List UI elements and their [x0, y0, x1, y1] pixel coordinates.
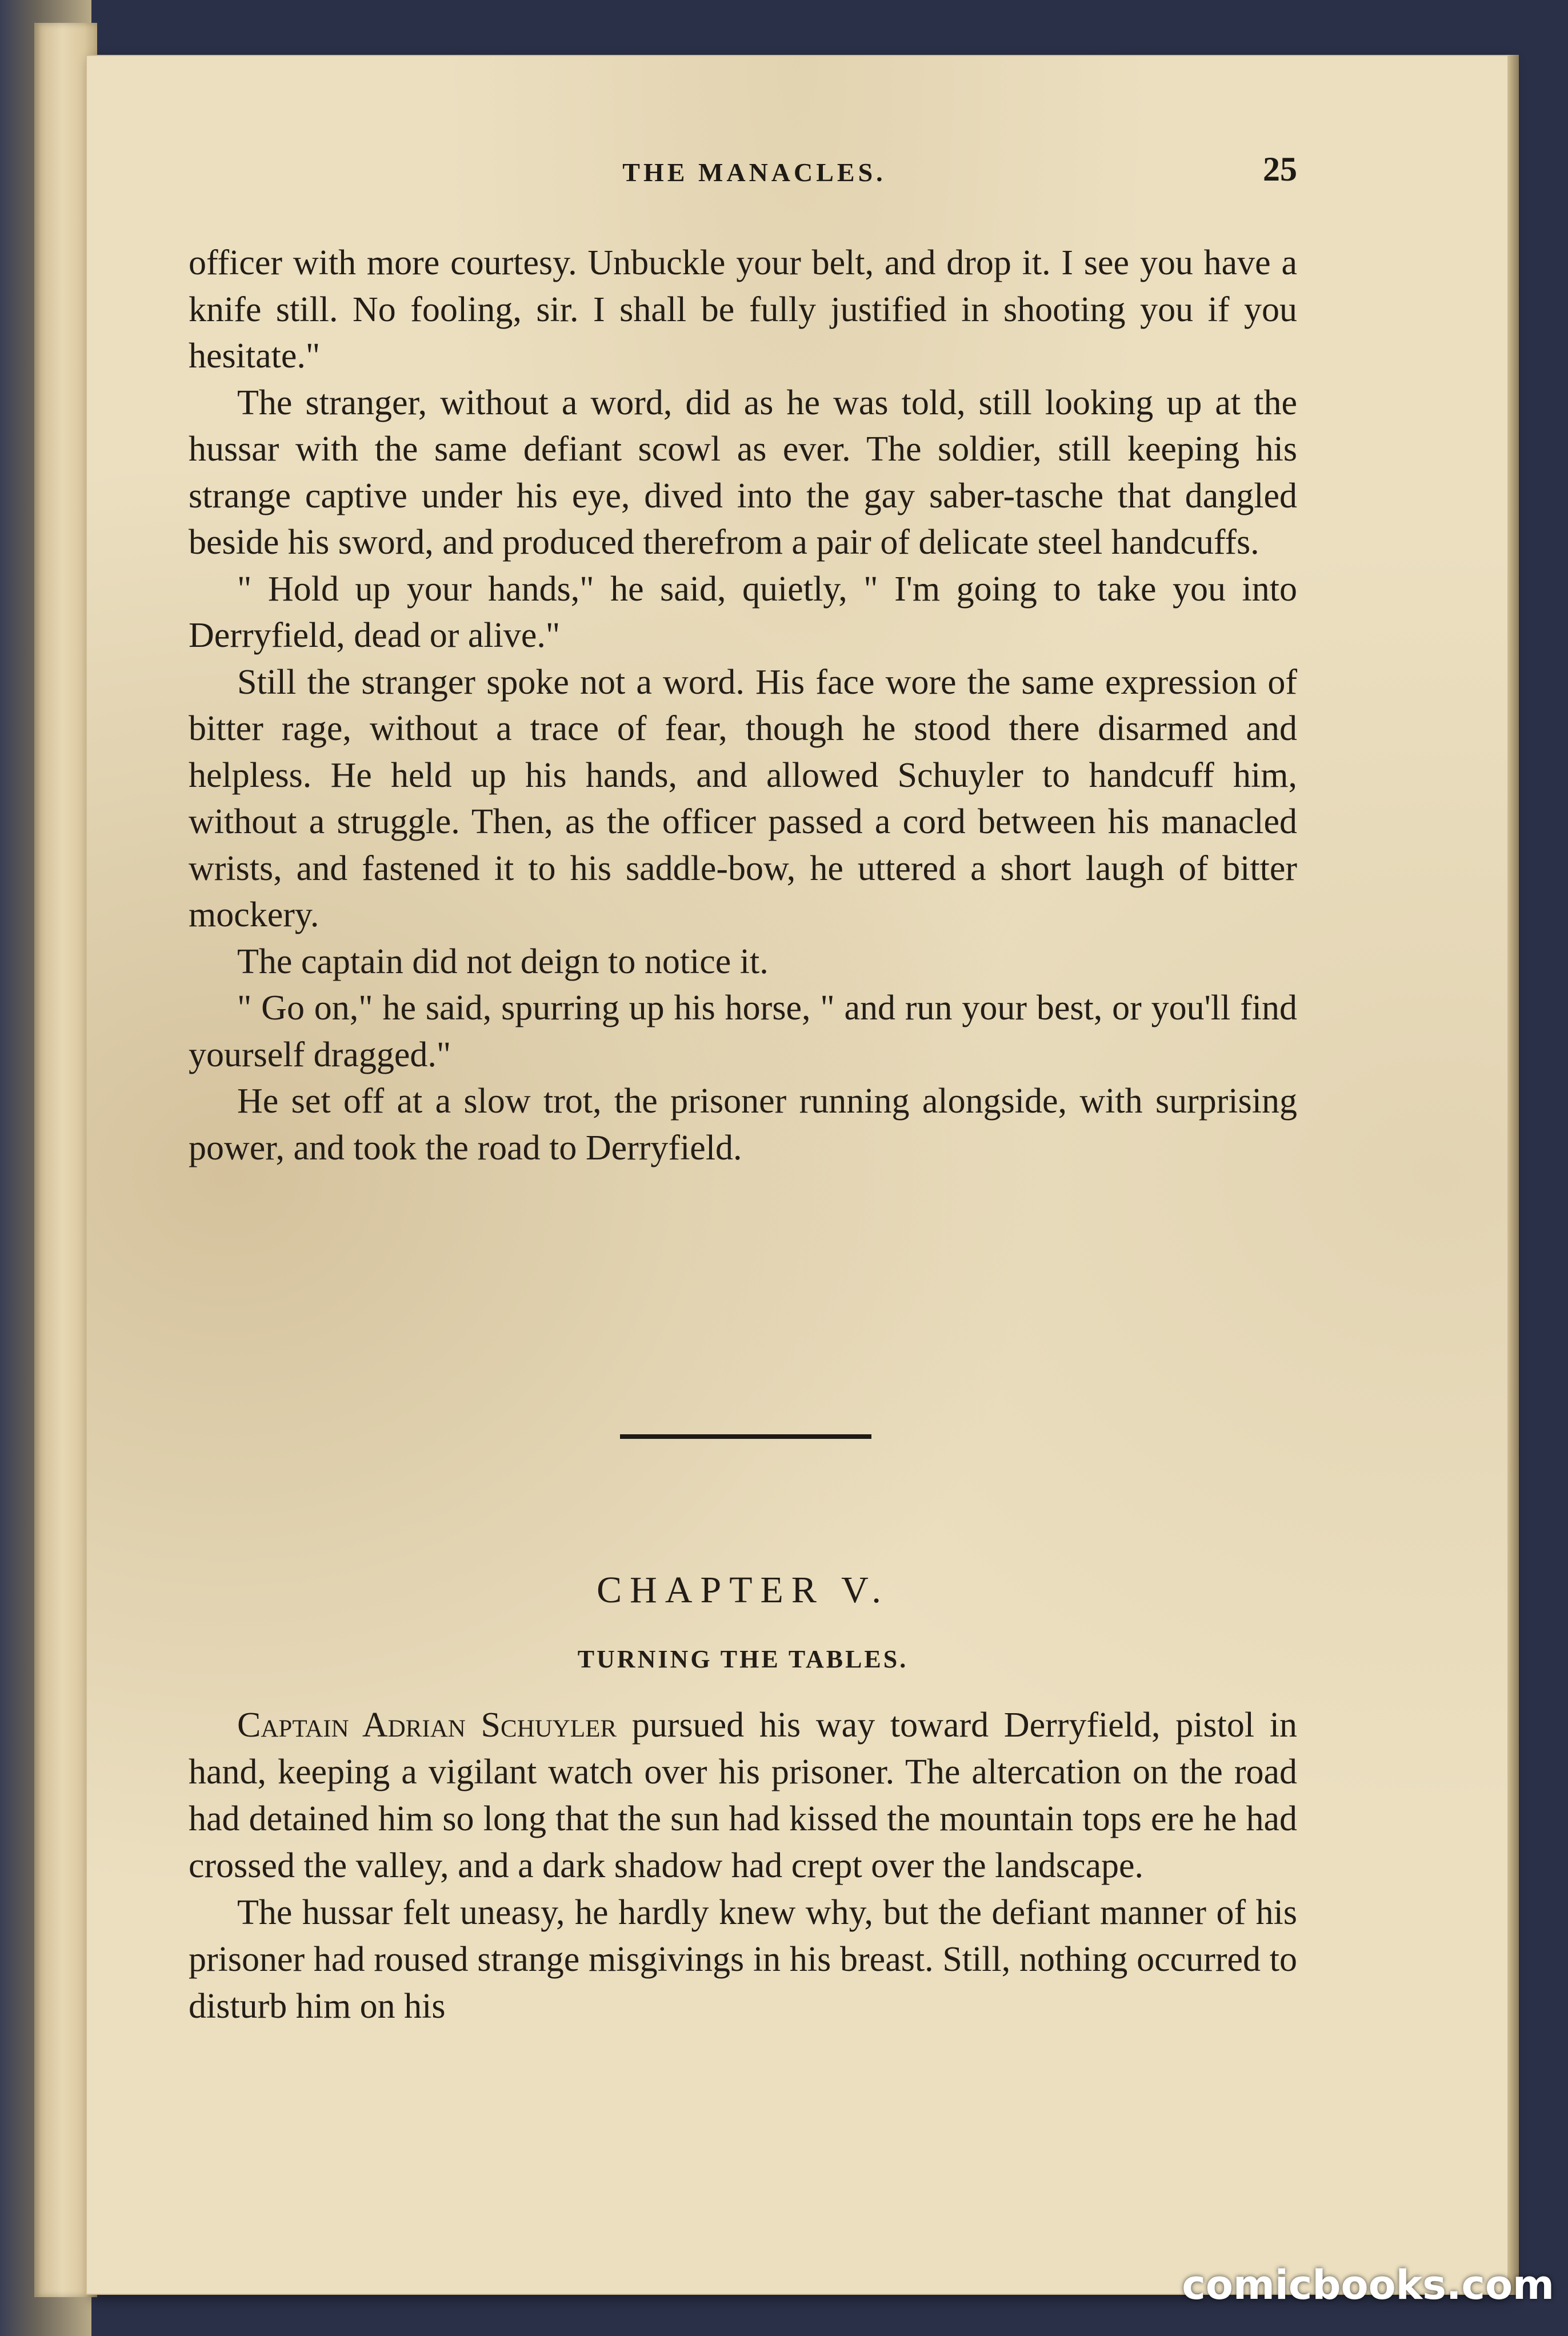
chapter-text	[189, 1702, 1297, 2030]
section-divider	[620, 1434, 871, 1439]
paragraph: He set off at a slow trot, the prisoner running alongside, with surprising power, and took the road to Derryfield.	[189, 1082, 1297, 1167]
running-head: THE MANACLES.	[622, 158, 886, 187]
paragraph: The captain did not deign to notice it.	[237, 942, 769, 981]
paragraph: The stranger, without a word, did as he was told, still looking up at the hussar with the same defiant scowl as ever. The soldier, still keeping his strange captive under his eye, dived into the gay saber-tasche that dangled beside his sword, and produced therefrom a pair of delicate steel handcuffs.	[189, 383, 1297, 562]
paragraph: Still the stranger spoke not a word. His face wore the same expression of bitter rage, without a trace of fear, though he stood there disarmed and helpless. He held up his hands, and allowed Schuyler to handcuff him, without a struggle. Then, as the officer passed a cord between his manacled wrists, and fastened it to his saddle-bow, he uttered a short laugh of bitter mockery.	[189, 662, 1297, 934]
paragraph: The hussar felt uneasy, he hardly knew why, but the defiant manner of his prisoner had roused strange misgivings in his breast. Still, nothing occurred to disturb him on his	[189, 1893, 1297, 2026]
chapter-opening-paragraph	[189, 1702, 1297, 1889]
page-number: 25	[1263, 150, 1297, 188]
paragraph: " Go on," he said, spurring up his horse, " and run your best, or you'll find yourself dragged."	[189, 989, 1297, 1074]
chapter-title: CHAPTER V.	[597, 1569, 889, 1611]
opening-text: pursued his way toward Derryfield, pistol in hand, keeping a vigilant watch over his prisoner. The altercation on the road had detained him so long that the sun had kissed the mountain tops ere he had crossed the valley, and a dark shadow had crept over the landscape.	[189, 1706, 1297, 1885]
paragraph: " Hold up your hands," he said, quietly, " I'm going to take you into Derryfield, dead or alive."	[189, 569, 1297, 655]
page-edge	[1509, 55, 1519, 2295]
watermark: comicbooks.com	[1182, 2262, 1554, 2309]
body-text	[189, 240, 1297, 1171]
paragraph: officer with more courtesy. Unbuckle your belt, and drop it. I see you have a knife still. No fooling, sir. I shall be fully justified in shooting you if you hesitate."	[189, 243, 1297, 375]
chapter-subtitle: TURNING THE TABLES.	[577, 1645, 909, 1673]
opening-small-caps: Captain Adrian Schuyler	[237, 1706, 617, 1745]
